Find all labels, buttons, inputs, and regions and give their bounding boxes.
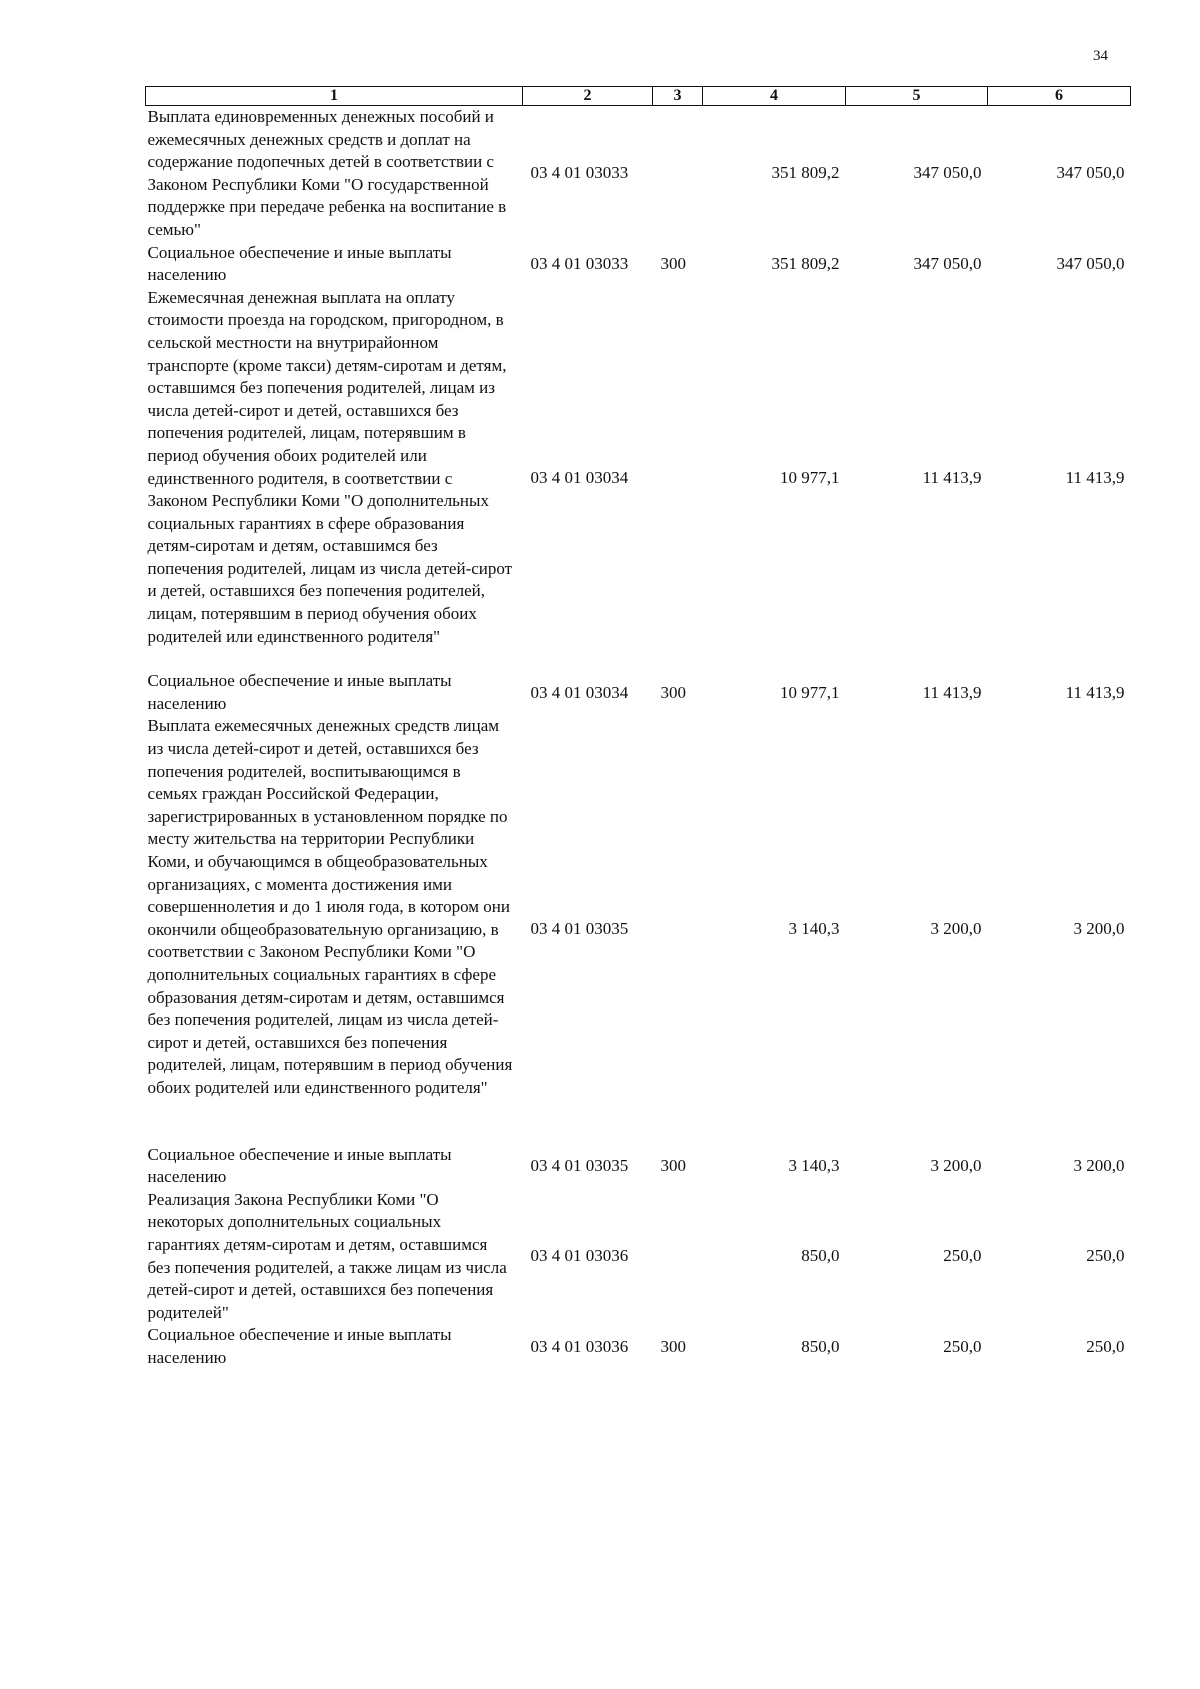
row-value-col5: 347 050,0 <box>913 253 982 273</box>
row-value-col4: 3 140,3 <box>788 1155 840 1175</box>
row-value-col6: 3 200,0 <box>1073 1155 1125 1175</box>
row-expense-type <box>653 1189 703 1325</box>
row-value-col6: 347 050,0 <box>1056 163 1125 183</box>
row-value-col4: 351 809,2 <box>771 253 840 273</box>
column-header-4: 4 <box>703 87 846 106</box>
row-value-col6: 3 200,0 <box>1073 919 1125 939</box>
row-expense-type <box>653 287 703 671</box>
row-value-col4: 850,0 <box>801 1336 840 1356</box>
row-description: Социальное обеспечение и иные выплаты населению <box>147 242 452 285</box>
row-value-col6: 11 413,9 <box>1065 682 1125 702</box>
row-value-col5: 347 050,0 <box>913 163 982 183</box>
table-row <box>146 1189 1131 1325</box>
row-description: Социальное обеспечение и иные выплаты населению <box>147 1325 452 1367</box>
row-value-col4: 351 809,2 <box>771 163 840 183</box>
table-row <box>146 106 1131 242</box>
table-header-row <box>146 87 1131 106</box>
row-code: 03 4 01 03033 <box>530 253 629 273</box>
row-value-col4: 10 977,1 <box>780 682 840 702</box>
column-header-1: 1 <box>146 87 523 106</box>
table-row <box>146 715 1131 1143</box>
column-header-6: 6 <box>988 87 1131 106</box>
row-value-col5: 3 200,0 <box>930 919 982 939</box>
column-header-2: 2 <box>523 87 653 106</box>
table-row <box>146 242 1131 287</box>
row-expense-type: 300 <box>660 682 686 702</box>
row-expense-type: 300 <box>660 1336 686 1356</box>
row-code: 03 4 01 03036 <box>530 1246 629 1266</box>
row-code: 03 4 01 03036 <box>530 1336 629 1356</box>
row-code: 03 4 01 03035 <box>530 1155 629 1175</box>
page-number: 34 <box>1093 48 1108 64</box>
table-row <box>146 287 1131 671</box>
row-value-col5: 250,0 <box>943 1246 982 1266</box>
row-value-col6: 250,0 <box>1086 1246 1125 1266</box>
row-code: 03 4 01 03034 <box>530 468 629 488</box>
row-expense-type <box>653 106 703 242</box>
row-value-col4: 3 140,3 <box>788 919 840 939</box>
row-expense-type <box>653 715 703 1143</box>
row-expense-type: 300 <box>660 1155 686 1175</box>
row-value-col4: 10 977,1 <box>780 468 840 488</box>
row-value-col5: 3 200,0 <box>930 1155 982 1175</box>
row-expense-type: 300 <box>660 253 686 273</box>
column-header-3: 3 <box>653 87 703 106</box>
row-value-col4: 850,0 <box>801 1246 840 1266</box>
row-description: Выплата ежемесячных денежных средств лицам из числа детей-сирот и детей, оставшихся без попечения родителей, воспитывающимся в семьях граждан Российской Федерации, зарегистрированных в установленном порядке по месту жительства на территории Республики Коми, и обучающимся в общеобразовательных организациях, с момента достижения ими совершеннолетия и до 1 июля года, в котором они окончили общеобразовательную организацию, в соответствии с Законом Республики Коми "О дополнительных социальных гарантиях в сфере образования детям-сиротам и детям, оставшимся без попечения родителей, лицам из числа детей-сирот и детей, оставшихся без попечения родителей, лицам, потерявшим в период обучения обоих родителей или единственного родителя" <box>147 716 513 1097</box>
row-value-col5: 250,0 <box>943 1336 982 1356</box>
row-description: Социальное обеспечение и иные выплаты населению <box>147 1144 452 1187</box>
row-code: 03 4 01 03034 <box>530 682 629 702</box>
row-code: 03 4 01 03033 <box>530 163 629 183</box>
table-row <box>146 1324 1131 1369</box>
row-description: Реализация Закона Республики Коми "О некоторых дополнительных социальных гарантиях детям-сиротам и детям, оставшимся без попечения родителей, а также лицам из числа детей-сирот и детей, оставшихся без попечения родителей" <box>147 1189 507 1322</box>
column-header-5: 5 <box>846 87 988 106</box>
row-code: 03 4 01 03035 <box>530 919 629 939</box>
row-description: Выплата единовременных денежных пособий и ежемесячных денежных средств и доплат на содержание подопечных детей в соответствии с Законом Республики Коми "О государственной поддержке при передаче ребенка на воспитание в семью" <box>147 107 507 239</box>
row-value-col5: 11 413,9 <box>922 682 982 702</box>
row-description: Социальное обеспечение и иные выплаты населению <box>147 671 452 713</box>
table-row <box>146 670 1131 715</box>
table-row <box>146 1144 1131 1189</box>
row-value-col5: 11 413,9 <box>922 468 982 488</box>
row-value-col6: 11 413,9 <box>1065 468 1125 488</box>
row-description: Ежемесячная денежная выплата на оплату стоимости проезда на городском, пригородном, в сельской местности на внутрирайонном транспорте (кроме такси) детям-сиротам и детям, оставшимся без попечения родителей, лицам из числа детей-сирот и детей, оставшихся без попечения родителей, лицам, потерявшим в период обучения обоих родителей или единственного родителя, в соответствии с Законом Республики Коми "О дополнительных социальных гарантиях в сфере образования детям-сиротам и детям, оставшимся без попечения родителей, лицам из числа детей-сирот и детей, оставшихся без попечения родителей, лицам, потерявшим в период обучения обоих родителей или единственного родителя" <box>147 287 513 646</box>
row-value-col6: 347 050,0 <box>1056 253 1125 273</box>
row-value-col6: 250,0 <box>1086 1336 1125 1356</box>
budget-table <box>145 86 1131 1369</box>
